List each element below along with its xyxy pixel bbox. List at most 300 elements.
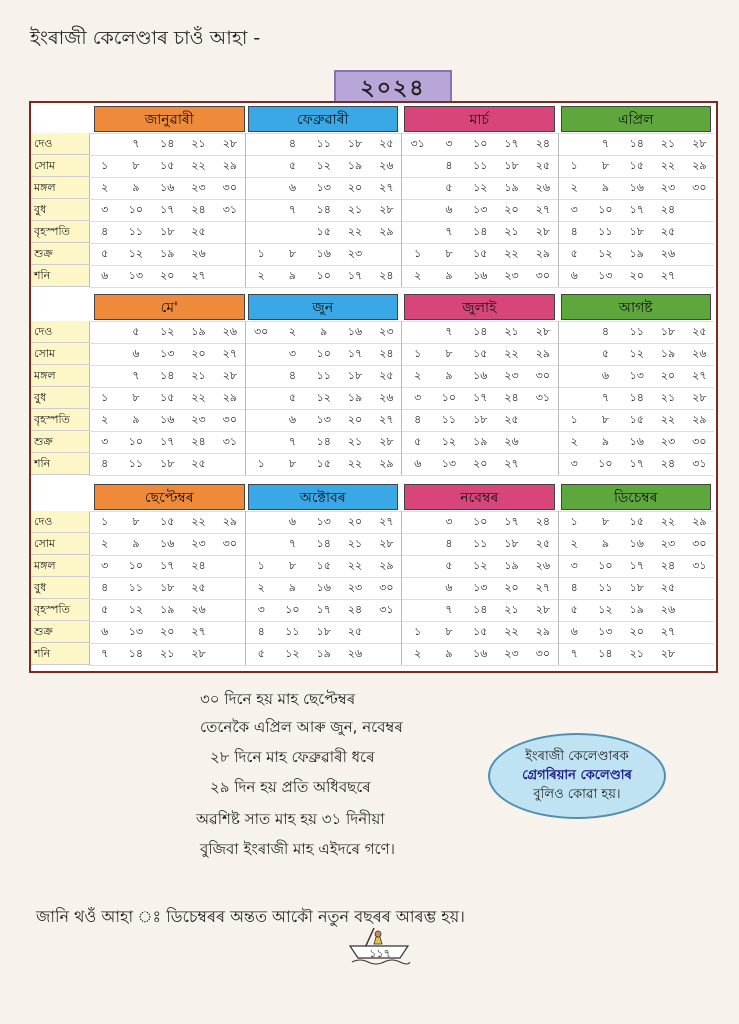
date-cell: ১: [414, 247, 422, 260]
date-cell: ১৮: [629, 225, 644, 238]
date-cell: ২৭: [504, 457, 519, 470]
date-cell: ১৮: [160, 581, 175, 594]
date-cell: ৯: [132, 181, 140, 194]
poem-line-5: অৱশিষ্ট সাত মাহ হয় ৩১ দিনীয়া: [196, 810, 385, 828]
date-cell: ২৩: [504, 369, 519, 382]
date-cell: ১০: [473, 515, 488, 528]
date-cell: ১৬: [629, 435, 644, 448]
date-cell: ৯: [132, 413, 140, 426]
date-cell: ৮: [601, 515, 610, 528]
date-cell: ৬: [445, 203, 453, 216]
date-cell: ২৫: [504, 413, 519, 426]
date-cell: ২: [101, 181, 109, 194]
date-cell: ৬: [601, 369, 610, 382]
date-cell: ২৪: [535, 515, 550, 528]
date-cell: ৩০: [253, 325, 269, 338]
day-label: বৃহস্পতি: [31, 599, 89, 621]
day-label: সোম: [31, 533, 89, 555]
date-cell: ২৯: [692, 413, 707, 426]
date-cell: ১২: [128, 603, 144, 616]
date-cell: ২১: [347, 203, 363, 216]
date-cell: ৪: [101, 457, 109, 470]
date-cell: ১৩: [128, 625, 144, 638]
date-cell: ৫: [288, 159, 297, 172]
date-cell: ২৭: [379, 181, 394, 194]
date-cell: ১৭: [160, 559, 175, 572]
date-cell: ৫: [570, 603, 578, 616]
date-cell: ১১: [285, 625, 300, 638]
date-cell: ৯: [132, 537, 140, 550]
date-cell: ১৮: [160, 457, 175, 470]
date-cell: ২৩: [504, 647, 519, 660]
day-label: শুক্র: [31, 431, 89, 453]
date-cell: ৬: [288, 413, 297, 426]
date-cell: ১৫: [316, 225, 331, 238]
date-cell: ১৭: [629, 203, 644, 216]
date-cell: ৩০: [535, 369, 550, 382]
date-cell: ১: [570, 515, 578, 528]
date-cell: ৩: [570, 457, 578, 470]
date-cell: ২: [257, 269, 265, 282]
date-cell: ১৯: [504, 181, 519, 194]
day-label: দেও: [31, 133, 89, 155]
date-cell: ২৪: [660, 559, 676, 572]
date-cell: ১৬: [473, 369, 488, 382]
date-cell: ১৬: [473, 647, 488, 660]
date-cell: ১৪: [473, 603, 488, 616]
day-label: দেও: [31, 511, 89, 533]
month-title: জুন: [248, 294, 399, 320]
date-cell: ২৫: [379, 137, 394, 150]
date-cell: ২৮: [191, 647, 206, 660]
date-cell: ৬: [101, 625, 109, 638]
date-cell: ২১: [504, 603, 519, 616]
date-cell: ৮: [601, 159, 610, 172]
date-cell: ২৪: [191, 435, 206, 448]
date-cell: ৭: [288, 435, 297, 448]
date-cell: ২৩: [660, 537, 676, 550]
date-cell: ২৬: [504, 435, 519, 448]
date-cell: ১৩: [473, 203, 488, 216]
date-cell: ৭: [601, 391, 610, 404]
date-cell: ৭: [132, 369, 140, 382]
month-title: নবেম্বৰ: [404, 484, 555, 510]
date-cell: ১৩: [441, 457, 457, 470]
date-cell: ২৫: [191, 457, 206, 470]
date-cell: ১৩: [598, 625, 613, 638]
date-cell: ৩১: [692, 457, 707, 470]
date-cell: ১৪: [316, 203, 331, 216]
date-cell: ২৬: [191, 247, 206, 260]
date-cell: ১৯: [316, 647, 331, 660]
date-cell: ১৫: [629, 159, 644, 172]
date-cell: ২৯: [222, 159, 237, 172]
date-cell: ৮: [132, 391, 140, 404]
date-cell: ১০: [598, 559, 613, 572]
date-cell: ১: [570, 159, 578, 172]
date-cell: ১৮: [347, 369, 363, 382]
day-label: বুধ: [31, 577, 89, 599]
date-cell: ১৫: [160, 159, 175, 172]
date-cell: ২: [101, 537, 109, 550]
day-label: শনি: [31, 265, 89, 287]
date-cell: ১৩: [316, 515, 331, 528]
date-cell: ২: [570, 181, 578, 194]
date-cell: ১: [414, 625, 422, 638]
date-cell: ৬: [414, 457, 422, 470]
date-cell: ২৮: [692, 391, 707, 404]
date-cell: ১৯: [347, 159, 363, 172]
date-cell: ৩: [101, 559, 109, 572]
date-cell: ১: [101, 159, 109, 172]
date-cell: ৭: [445, 325, 453, 338]
date-cell: ১১: [473, 537, 488, 550]
date-cell: ২৯: [535, 247, 550, 260]
date-cell: ২৩: [191, 413, 206, 426]
month-title: ডিচেম্বৰ: [561, 484, 712, 510]
date-cell: ৩১: [222, 203, 237, 216]
date-cell: ৩: [288, 347, 297, 360]
date-cell: ৬: [288, 515, 297, 528]
date-cell: ২৭: [535, 203, 550, 216]
date-cell: ২০: [660, 369, 676, 382]
date-cell: ২: [257, 581, 265, 594]
date-cell: ১২: [473, 181, 488, 194]
date-cell: ৩: [257, 603, 265, 616]
date-cell: ২০: [191, 347, 206, 360]
date-cell: ১০: [598, 457, 613, 470]
date-cell: ২৯: [692, 159, 707, 172]
date-cell: ২৭: [379, 413, 394, 426]
day-label: দেও: [31, 321, 89, 343]
date-cell: ৪: [445, 537, 453, 550]
date-cell: ২১: [191, 369, 206, 382]
month-title: ছেপ্টেম্বৰ: [94, 484, 245, 510]
date-cell: ৯: [445, 647, 453, 660]
date-cell: ৩: [414, 391, 422, 404]
date-cell: ২৮: [535, 603, 550, 616]
bubble-line-3: বুলিও কোৱা হয়।: [533, 787, 621, 802]
date-cell: ২৬: [660, 247, 676, 260]
date-cell: ৬: [570, 625, 578, 638]
date-cell: ১৫: [473, 625, 488, 638]
date-cell: ১৯: [160, 603, 175, 616]
date-cell: ২৭: [660, 625, 676, 638]
date-cell: ১২: [598, 247, 613, 260]
date-cell: ৪: [601, 325, 610, 338]
date-cell: ২৪: [504, 391, 519, 404]
date-cell: ২৯: [535, 347, 550, 360]
date-cell: ৮: [288, 559, 297, 572]
date-cell: ৩০: [222, 537, 237, 550]
date-cell: ২২: [660, 159, 676, 172]
date-cell: ২১: [160, 647, 175, 660]
date-cell: ১৮: [316, 625, 331, 638]
date-cell: ২০: [504, 581, 519, 594]
date-cell: ৯: [445, 269, 453, 282]
date-cell: ১৬: [160, 181, 175, 194]
date-cell: ২৭: [222, 347, 237, 360]
date-cell: ১০: [598, 203, 613, 216]
date-cell: ১৮: [504, 537, 519, 550]
date-cell: ১৪: [160, 369, 175, 382]
date-cell: ১০: [441, 391, 457, 404]
month-title: জুলাই: [404, 294, 555, 320]
day-label: বুধ: [31, 199, 89, 221]
date-cell: ৪: [445, 159, 453, 172]
date-cell: ৪: [101, 581, 109, 594]
date-cell: ৩০: [379, 581, 394, 594]
date-cell: ৮: [132, 515, 140, 528]
date-cell: ২০: [347, 413, 363, 426]
page-heading: ইংৰাজী কেলেণ্ডাৰ চাওঁ আহা -: [30, 27, 261, 49]
page-number: ১১৭: [369, 947, 391, 960]
date-cell: ২৯: [222, 391, 237, 404]
date-cell: ৮: [445, 247, 453, 260]
month-title: এপ্ৰিল: [561, 106, 712, 132]
date-cell: ২৫: [191, 581, 206, 594]
date-cell: ২১: [504, 225, 519, 238]
month-title: মে': [94, 294, 245, 320]
date-cell: ২০: [473, 457, 488, 470]
day-label: শনি: [31, 453, 89, 475]
date-cell: ২৬: [535, 559, 550, 572]
date-cell: ১৭: [160, 435, 175, 448]
date-cell: ৫: [101, 603, 109, 616]
poem-line-2: তেনেকৈ এপ্ৰিল আৰু জুন, নবেম্বৰ: [200, 718, 403, 736]
date-cell: ৩: [445, 515, 453, 528]
date-cell: ২০: [504, 203, 519, 216]
date-cell: ১২: [316, 159, 331, 172]
date-cell: ২১: [660, 391, 676, 404]
date-cell: ২১: [504, 325, 519, 338]
date-cell: ২৯: [692, 515, 707, 528]
date-cell: ১৯: [347, 391, 363, 404]
day-label: মঙ্গল: [31, 177, 89, 199]
date-cell: ৮: [601, 413, 610, 426]
date-cell: ১: [570, 413, 578, 426]
month-title: মাৰ্চ: [404, 106, 555, 132]
date-cell: ২৪: [379, 347, 394, 360]
date-cell: ১৫: [629, 413, 644, 426]
date-cell: ২৩: [660, 181, 676, 194]
date-cell: ২১: [347, 537, 363, 550]
date-cell: ২৫: [660, 581, 676, 594]
date-cell: ১৭: [629, 559, 644, 572]
date-cell: ২৪: [660, 457, 676, 470]
date-cell: ৩: [101, 435, 109, 448]
date-cell: ১৩: [473, 581, 488, 594]
date-cell: ২৫: [347, 625, 363, 638]
date-cell: ১৪: [629, 137, 644, 150]
date-cell: ২৩: [347, 247, 363, 260]
date-cell: ২৬: [379, 159, 394, 172]
date-cell: ২১: [347, 435, 363, 448]
date-cell: ৯: [320, 325, 328, 338]
date-cell: ৪: [570, 225, 578, 238]
date-cell: ৭: [101, 647, 109, 660]
date-cell: ২: [414, 369, 422, 382]
date-cell: ১৫: [316, 457, 331, 470]
date-cell: ২৩: [191, 537, 206, 550]
date-cell: ৮: [445, 625, 453, 638]
date-cell: ১৭: [347, 347, 363, 360]
date-cell: ২২: [347, 457, 363, 470]
date-cell: ১০: [128, 203, 144, 216]
date-cell: ১০: [285, 603, 300, 616]
date-cell: ১৭: [473, 391, 488, 404]
date-cell: ১১: [598, 225, 613, 238]
date-cell: ২৫: [692, 325, 707, 338]
date-cell: ২: [101, 413, 109, 426]
date-cell: ৮: [288, 457, 297, 470]
date-cell: ২৩: [191, 181, 206, 194]
date-cell: ২০: [160, 625, 175, 638]
date-cell: ৩: [445, 137, 453, 150]
date-cell: ২২: [191, 159, 206, 172]
date-cell: ৩১: [222, 435, 237, 448]
month-title: আগষ্ট: [561, 294, 712, 320]
day-label: শনি: [31, 643, 89, 665]
date-cell: ৫: [101, 247, 109, 260]
date-cell: ৯: [288, 581, 297, 594]
date-cell: ২৪: [191, 203, 206, 216]
poem-line-1: ৩০ দিনে হয় মাহ ছেপ্টেম্বৰ: [200, 690, 356, 708]
date-cell: ১৩: [598, 269, 613, 282]
date-cell: ২০: [629, 625, 644, 638]
date-cell: ১১: [316, 137, 331, 150]
date-cell: ৪: [257, 625, 265, 638]
calendar-grid: [29, 101, 718, 673]
date-cell: ২৬: [347, 647, 363, 660]
date-cell: ১৭: [504, 515, 519, 528]
date-cell: ১৪: [128, 647, 144, 660]
date-cell: ২২: [191, 515, 206, 528]
date-cell: ৯: [445, 369, 453, 382]
date-cell: ২৪: [191, 559, 206, 572]
date-cell: ১৪: [160, 137, 175, 150]
date-cell: ১৮: [504, 159, 519, 172]
date-cell: ৪: [101, 225, 109, 238]
date-cell: ১৬: [629, 537, 644, 550]
date-cell: ৩০: [222, 181, 237, 194]
date-cell: ২৪: [660, 203, 676, 216]
date-cell: ১২: [629, 347, 644, 360]
date-cell: ২৭: [660, 269, 676, 282]
date-cell: ২৬: [535, 181, 550, 194]
date-cell: ৭: [445, 603, 453, 616]
date-cell: ১৮: [660, 325, 676, 338]
date-cell: ২৭: [535, 581, 550, 594]
date-cell: ২৮: [222, 137, 237, 150]
date-cell: ২৪: [347, 603, 363, 616]
date-cell: ১৬: [473, 269, 488, 282]
date-cell: ২৫: [535, 537, 550, 550]
date-cell: ৩১: [535, 391, 550, 404]
date-cell: ৪: [288, 369, 297, 382]
day-label: বুধ: [31, 387, 89, 409]
date-cell: ১৭: [504, 137, 519, 150]
date-cell: ২৫: [191, 225, 206, 238]
month-title: অক্টোবৰ: [248, 484, 399, 510]
date-cell: ১: [414, 347, 422, 360]
poem-line-6: বুজিবা ইংৰাজী মাহ এইদৰে গণে।: [200, 840, 396, 858]
date-cell: ২০: [629, 269, 644, 282]
bubble-line-1: ইংৰাজী কেলেণ্ডাৰক: [525, 749, 629, 764]
date-cell: ১৫: [160, 515, 175, 528]
date-cell: ১৬: [160, 413, 175, 426]
date-cell: ২৬: [692, 347, 707, 360]
date-cell: ৭: [288, 537, 297, 550]
date-cell: ৫: [132, 325, 140, 338]
date-cell: ৮: [445, 347, 453, 360]
date-cell: ৪: [414, 413, 422, 426]
date-cell: ১০: [316, 347, 331, 360]
date-cell: ১১: [128, 581, 144, 594]
date-cell: ২৭: [191, 625, 206, 638]
date-cell: ৮: [132, 159, 140, 172]
date-cell: ৭: [288, 203, 297, 216]
date-cell: ২৯: [222, 515, 237, 528]
date-cell: ২৩: [347, 581, 363, 594]
date-cell: ১১: [128, 457, 144, 470]
date-cell: ১২: [285, 647, 300, 660]
date-cell: ৫: [414, 435, 422, 448]
date-cell: ১৩: [160, 347, 175, 360]
date-cell: ৩০: [535, 269, 550, 282]
date-cell: ১০: [128, 559, 144, 572]
date-cell: ২৫: [660, 225, 676, 238]
date-cell: ২২: [347, 225, 363, 238]
date-cell: ১৪: [473, 225, 488, 238]
date-cell: ১৯: [629, 247, 644, 260]
date-cell: ২৪: [535, 137, 550, 150]
date-cell: ৯: [601, 537, 610, 550]
date-cell: ২০: [347, 515, 363, 528]
date-cell: ১৩: [629, 369, 644, 382]
date-cell: ১৬: [316, 247, 331, 260]
date-cell: ১৬: [347, 325, 363, 338]
date-cell: ৩০: [692, 181, 707, 194]
date-cell: ২৯: [379, 559, 394, 572]
date-cell: ২৫: [379, 369, 394, 382]
date-cell: ১৮: [629, 581, 644, 594]
date-cell: ২৮: [379, 203, 394, 216]
date-cell: ২২: [660, 413, 676, 426]
date-cell: ১: [257, 457, 265, 470]
date-cell: ২: [570, 537, 578, 550]
date-cell: ২৪: [379, 269, 394, 282]
date-cell: ৫: [288, 391, 297, 404]
date-cell: ৭: [132, 137, 140, 150]
date-cell: ১২: [598, 603, 613, 616]
date-cell: ২৯: [379, 457, 394, 470]
date-cell: ১১: [598, 581, 613, 594]
poem-line-4: ২৯ দিন হয় প্ৰতি অধিবছৰে: [210, 778, 371, 796]
date-cell: ১৫: [473, 247, 488, 260]
day-label: সোম: [31, 343, 89, 365]
date-cell: ৫: [445, 181, 453, 194]
page-number-badge: [346, 922, 412, 968]
date-cell: ৫: [445, 559, 453, 572]
date-cell: ১৪: [473, 325, 488, 338]
date-cell: ১৭: [316, 603, 331, 616]
date-cell: ১৯: [191, 325, 206, 338]
date-cell: ১০: [316, 269, 331, 282]
date-cell: ১৩: [316, 181, 331, 194]
date-cell: ৩০: [692, 435, 707, 448]
date-cell: ১২: [473, 559, 488, 572]
